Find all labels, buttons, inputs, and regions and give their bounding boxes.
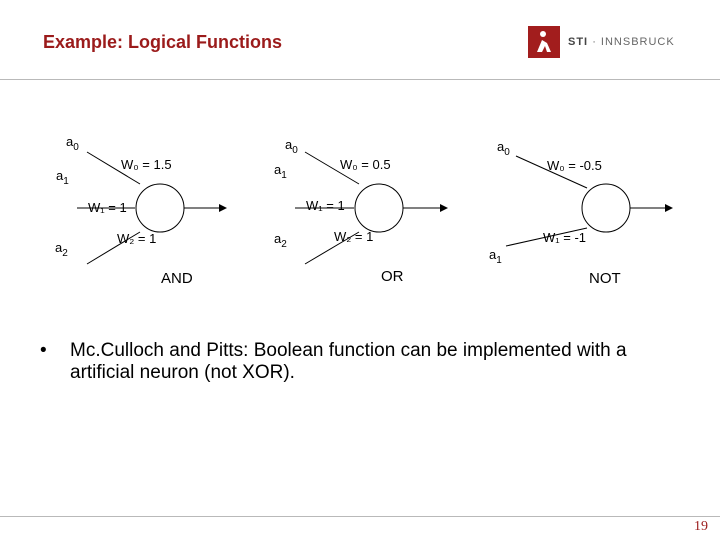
not-weight-w1: W₁ = -1	[543, 230, 587, 245]
or-input-a2: $a_2$	[274, 231, 287, 250]
not-label: NOT	[589, 270, 621, 287]
and-neuron	[55, 134, 226, 287]
and-label: AND	[161, 270, 193, 287]
bullet-item	[40, 340, 680, 384]
or-label: OR	[381, 268, 404, 285]
not-input-a0: $a_0$	[497, 139, 510, 158]
bullet-marker: •	[40, 340, 47, 361]
and-weight-w0: W₀ = 1.5	[121, 157, 172, 172]
and-weight-w1: W₁ = 1	[88, 200, 127, 215]
and-neuron-node	[136, 184, 184, 232]
not-weight-w0: W₀ = -0.5	[547, 158, 602, 173]
or-weight-w1: W₁ = 1	[306, 198, 345, 213]
slide-title: Example: Logical Functions	[43, 32, 283, 52]
or-weight-w2: W₂ = 1	[334, 229, 374, 244]
footer-divider	[0, 516, 720, 517]
and-weight-w2: W₂ = 1	[117, 231, 157, 246]
or-input-a0: $a_0$	[285, 137, 298, 156]
and-input-a1: $a_1$	[56, 168, 69, 187]
bullet-text: Mc.Culloch and Pitts: Boolean function can be implemented with a artificial neuron (not XOR).	[70, 340, 627, 383]
not-input-a1: $a_1$	[489, 247, 502, 266]
not-neuron	[489, 139, 672, 287]
and-input-a2: $a_2$	[55, 240, 68, 259]
and-input-a0: $a_0$	[66, 134, 79, 153]
or-neuron	[274, 137, 447, 285]
logo-separator: ·	[592, 36, 597, 48]
logo-location: INNSBRUCK	[600, 36, 675, 48]
logo-brand: STI	[568, 36, 589, 48]
or-neuron-node	[355, 184, 403, 232]
not-neuron-node	[582, 184, 630, 232]
or-input-a1: $a_1$	[274, 162, 287, 181]
page-number: 19	[694, 519, 708, 534]
or-weight-w0: W₀ = 0.5	[340, 157, 391, 172]
